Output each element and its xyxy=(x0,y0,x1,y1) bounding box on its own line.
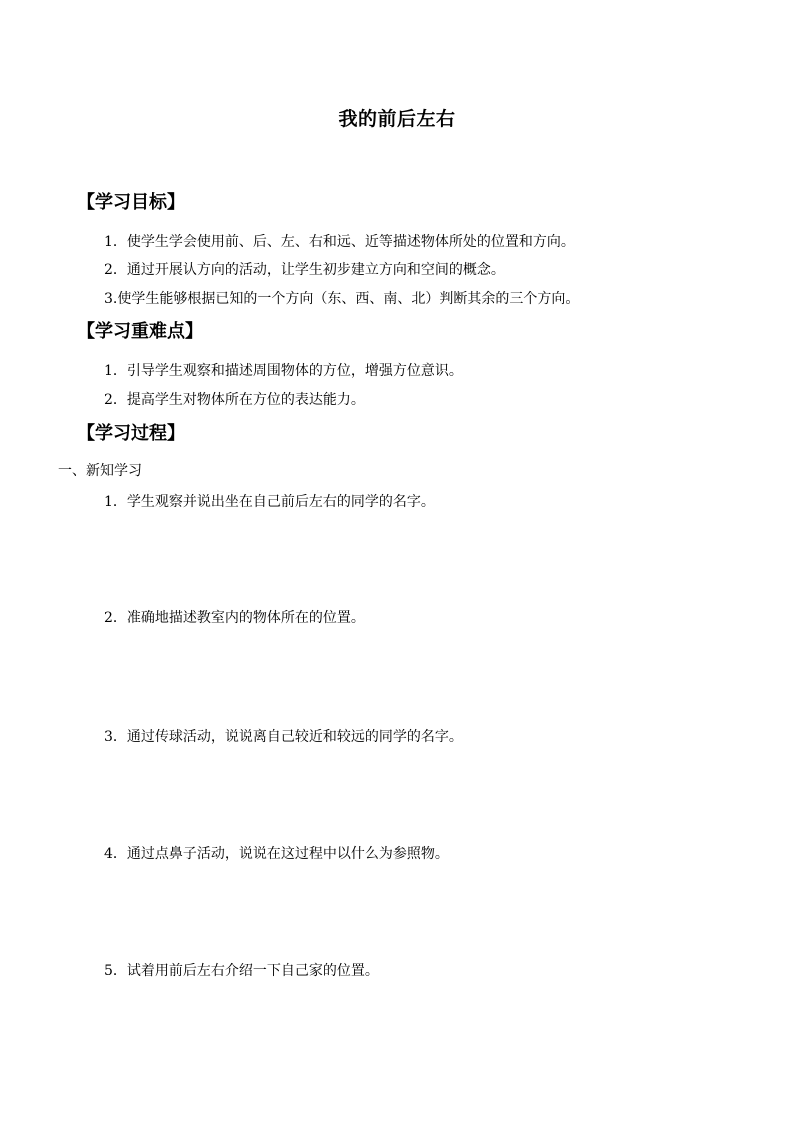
process-item-3 xyxy=(104,726,463,746)
process-item-number: 5． xyxy=(104,963,127,979)
goal-item-text: 通过开展认方向的活动，让学生初步建立方向和空间的概念。 xyxy=(126,262,505,278)
goal-item-text: 使学生学会使用前、后、左、右和远、近等描述物体所处的位置和方向。 xyxy=(126,234,575,250)
key-point-item-number: 2． xyxy=(104,392,127,408)
process-item-2 xyxy=(104,607,365,627)
key-point-item-1 xyxy=(104,360,463,380)
goal-item-1 xyxy=(104,231,575,251)
goal-item-number: 3. xyxy=(104,291,118,307)
process-item-number: 1． xyxy=(104,494,127,510)
key-point-item-text: 提高学生对物体所在方位的表达能力。 xyxy=(126,392,365,408)
goal-item-text: 使学生能够根据已知的一个方向（东、西、南、北）判断其余的三个方向。 xyxy=(117,291,580,307)
process-item-text: 通过传球活动，说说离自己较近和较远的同学的名字。 xyxy=(126,729,463,745)
process-item-text: 通过点鼻子活动，说说在这过程中以什么为参照物。 xyxy=(126,846,449,862)
document-title: 我的前后左右 xyxy=(338,108,456,130)
section-heading-key-points: 【学习重难点】 xyxy=(77,321,203,342)
process-item-number: 3． xyxy=(104,729,127,745)
process-item-text: 试着用前后左右介绍一下自己家的位置。 xyxy=(126,963,379,979)
process-item-text: 准确地描述教室内的物体所在的位置。 xyxy=(126,610,365,626)
goal-item-3 xyxy=(104,288,579,308)
goal-item-2 xyxy=(104,259,505,279)
goal-item-number: 1． xyxy=(104,234,127,250)
process-item-number: 2． xyxy=(104,610,127,626)
key-point-item-text: 引导学生观察和描述周围物体的方位，增强方位意识。 xyxy=(126,363,463,379)
process-item-5 xyxy=(104,960,379,980)
process-item-1 xyxy=(104,491,435,511)
process-item-4 xyxy=(104,843,449,863)
key-point-item-2 xyxy=(104,389,365,409)
section-heading-goals: 【学习目标】 xyxy=(77,192,185,213)
goal-item-number: 2． xyxy=(104,262,127,278)
process-subheading: 一、新知学习 xyxy=(58,463,142,479)
process-item-text: 学生观察并说出坐在自己前后左右的同学的名字。 xyxy=(126,494,435,510)
process-item-number: 4． xyxy=(104,846,127,862)
section-heading-process: 【学习过程】 xyxy=(77,423,185,444)
key-point-item-number: 1． xyxy=(104,363,127,379)
